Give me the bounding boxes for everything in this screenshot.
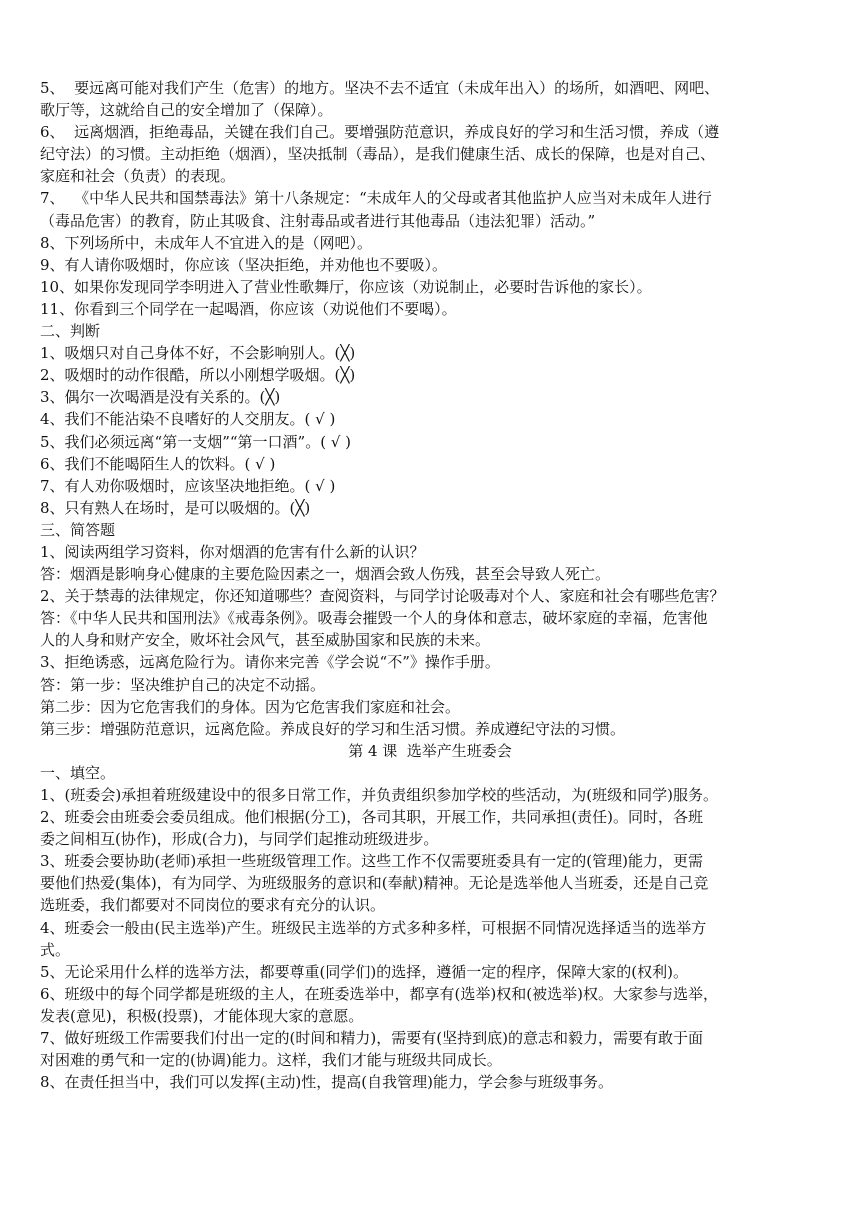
text-line: （毒品危害）的教育，防止其吸食、注射毒品或者进行其他毒品（违法犯罪）活动。” [40, 211, 596, 230]
text-line: 答：第一步：坚决维护自己的决定不动摇。 [40, 675, 326, 694]
text-line: 2、吸烟时的动作很酷，所以小刚想学吸烟。(╳) [40, 366, 356, 385]
text-line: 7、做好班级工作需要我们付出一定的(时间和精力)，需要有(坚持到底)的意志和毅力，需要有敢于面 [40, 1029, 703, 1048]
text-line: 2、班委会由班委会委员组成。他们根据(分工)，各司其职，开展工作，共同承担(责任)。同时，各班 [40, 808, 703, 827]
text-line: 答：《中华人民共和国刑法》《戒毒条例》。吸毒会摧毁一个人的身体和意志，破坏家庭的幸福，危害他 [40, 609, 708, 628]
text-line: 8、在责任担当中，我们可以发挥(主动)性，提高(自我管理)能力，学会参与班级事务。 [40, 1073, 613, 1092]
text-line: 第二步：因为它危害我们的身体。因为它危害我们家庭和社会。 [40, 697, 461, 716]
text-line: 5、无论采用什么样的选举方法，都要尊重(同学们)的选择，遵循一定的程序，保障大家的(权利)。 [40, 962, 688, 981]
text-line: 1、阅读两组学习资料，你对烟酒的危害有什么新的认识？ [40, 542, 425, 561]
text-line: 11、你看到三个同学在一起喝酒，你应该（劝说他们不要喝）。 [40, 299, 457, 318]
text-line: 9、有人请你吸烟时，你应该（坚决拒绝，并劝他也不要吸）。 [40, 255, 448, 274]
text-line: 3、班委会要协助(老师)承担一些班级管理工作。这些工作不仅需要班委具有一定的(管理)能力，更需 [40, 852, 703, 871]
text-line: 发表(意见)，积极(投票)，才能体现大家的意愿。 [40, 1006, 364, 1025]
text-line: 委之间相互(协作)，形成(合力)，与同学们起推动班级进步。 [40, 830, 439, 849]
text-line: 5、 要远离可能对我们产生（危害）的地方。坚决不去不适宜（未成年出入）的场所，如酒吧、网吧、 [40, 79, 720, 97]
text-line: 6、我们不能喝陌生人的饮料。( √ ) [40, 454, 276, 473]
text-line: 6、 远离烟酒，拒绝毒品，关键在我们自己。要增强防范意识，养成良好的学习和生活习惯，养成（遵 [40, 123, 720, 142]
text-line: 一、填空。 [40, 763, 116, 782]
text-line: 答：烟酒是影响身心健康的主要危险因素之一，烟酒会致人伤残，甚至会导致人死亡。 [40, 565, 611, 584]
text-line: 对困难的勇气和一定的(协调)能力。这样，我们才能与班级共同成长。 [40, 1051, 502, 1070]
text-line: 二、判断 [40, 322, 101, 341]
text-line: 三、简答题 [40, 520, 116, 539]
text-line: 式。 [40, 940, 71, 959]
text-line: 第三步：增强防范意识，远离危险。养成良好的学习和生活习惯。养成遵纪守法的习惯。 [40, 719, 626, 738]
text-line: 歌厅等，这就给自己的安全增加了（保障）。 [40, 101, 333, 120]
text-line: 2、关于禁毒的法律规定，你还知道哪些？查阅资料，与同学讨论吸毒对个人、家庭和社会有哪些危害？ [40, 587, 725, 606]
text-line: 人的人身和财产安全，败坏社会风气，甚至威胁国家和民族的未来。 [40, 631, 491, 650]
text-line: 7、 《中华人民共和国禁毒法》第十八条规定：“未成年人的父母或者其他监护人应当对未成年人进行 [40, 189, 712, 208]
text-line: 要他们热爱(集体)，有为同学、为班级服务的意识和(奉献)精神。无论是选举他人当班委，还是自己竞 [40, 874, 709, 893]
text-line: 8、下列场所中，未成年人不宜进入的是（网吧）。 [40, 233, 373, 252]
text-line: 5、我们必须远离“第一支烟”“第一口酒”。( √ ) [40, 432, 352, 451]
text-line: 10、如果你发现同学李明进入了营业性歌舞厅，你应该（劝说制止，必要时告诉他的家长）。 [40, 277, 652, 296]
text-line: 纪守法）的习惯。主动拒绝（烟酒），坚决抵制（毒品），是我们健康生活、成长的保障，也是对自己、 [40, 145, 716, 164]
text-line: 3、偶尔一次喝酒是没有关系的。(╳) [40, 388, 281, 407]
text-line: 4、我们不能沾染不良嗜好的人交朋友。( √ ) [40, 410, 336, 429]
lesson-heading: 第 4 课 选举产生班委会 [348, 741, 512, 760]
text-line: 1、吸烟只对自己身体不好，不会影响别人。(╳) [40, 344, 356, 363]
text-line: 家庭和社会（负责）的表现。 [40, 167, 236, 186]
text-line: 1、(班委会)承担着班级建设中的很多日常工作，并负责组织参加学校的些活动，为(班级和同学)服务。 [40, 786, 718, 804]
text-line: 6、班级中的每个同学都是班级的主人，在班委选举中，都享有(选举)权和(被选举)权。大家参与选举， [40, 984, 718, 1003]
text-line: 3、拒绝诱惑，远离危险行为。请你来完善《学会说“不”》操作手册。 [40, 653, 500, 672]
text-line: 8、只有熟人在场时，是可以吸烟的。(╳) [40, 498, 311, 517]
document-text [40, 77, 820, 1093]
text-line: 7、有人劝你吸烟时，应该坚决地拒绝。( √ ) [40, 476, 336, 495]
text-line: 4、班委会一般由(民主选举)产生。班级民主选举的方式多种多样，可根据不同情况选择适当的选举方 [40, 918, 707, 937]
text-line: 选班委，我们都要对不同岗位的要求有充分的认识。 [40, 896, 386, 915]
